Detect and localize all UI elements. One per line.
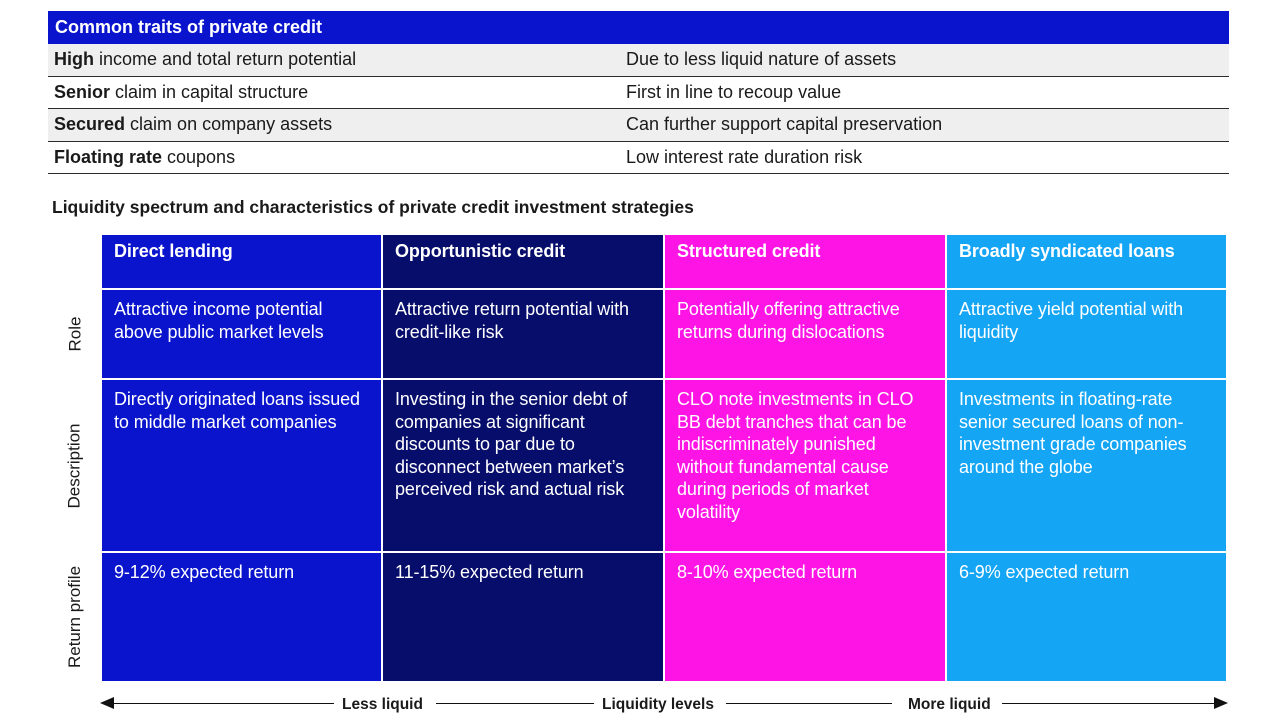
trait-detail: Low interest rate duration risk [626, 146, 863, 167]
trait-label [48, 114, 626, 135]
traits-table [48, 11, 1229, 174]
trait-detail: Due to less liquid nature of assets [626, 49, 897, 70]
trait-label-bold: Senior [54, 81, 111, 102]
cell-opportunistic-credit-description: Investing in the senior debt of companies at significant discounts to par due to disconnect between market’s perceived risk and actual risk [383, 380, 663, 551]
trait-row [48, 77, 1229, 110]
cell-opportunistic-credit-role: Attractive return potential with credit-like risk [383, 290, 663, 378]
trait-row [48, 44, 1229, 77]
spectrum-title: Liquidity spectrum and characteristics of private credit investment strategies [52, 197, 694, 217]
liquidity-axis [100, 690, 1228, 720]
arrow-right-icon [1214, 695, 1228, 711]
trait-label-rest: claim in capital structure [110, 81, 309, 102]
row-label-description-text: Description [65, 422, 85, 509]
column-header-broadly-syndicated-loans: Broadly syndicated loans [947, 235, 1226, 288]
column-header-opportunistic-credit: Opportunistic credit [383, 235, 663, 288]
trait-detail: First in line to recoup value [626, 81, 842, 102]
trait-label [48, 82, 626, 103]
traits-header: Common traits of private credit [48, 11, 1229, 44]
trait-label-rest: income and total return potential [94, 49, 357, 70]
axis-label-liquidity-levels: Liquidity levels [602, 696, 714, 713]
trait-row [48, 109, 1229, 142]
column-header-direct-lending: Direct lending [102, 235, 381, 288]
axis-label-more-liquid: More liquid [908, 696, 991, 713]
trait-label-rest: coupons [162, 146, 236, 167]
axis-line-segment [726, 703, 892, 704]
trait-label-bold: High [54, 49, 94, 70]
column-header-structured-credit: Structured credit [665, 235, 945, 288]
trait-detail: Can further support capital preservation [626, 114, 943, 135]
trait-label-bold: Floating rate [54, 146, 163, 167]
trait-label-rest: claim on company assets [125, 114, 333, 135]
axis-line-segment [1002, 703, 1218, 704]
cell-broadly-syndicated-loans-role: Attractive yield potential with liquidity [947, 290, 1226, 378]
cell-direct-lending-return: 9-12% expected return [102, 553, 381, 681]
cell-broadly-syndicated-loans-return: 6-9% expected return [947, 553, 1226, 681]
axis-line-segment [436, 703, 594, 704]
row-label-description [63, 380, 87, 551]
axis-line-segment [110, 703, 334, 704]
trait-label-bold: Secured [54, 114, 126, 135]
cell-structured-credit-role: Potentially offering attractive returns during dislocations [665, 290, 945, 378]
axis-label-less-liquid: Less liquid [342, 696, 423, 713]
row-label-role [63, 290, 87, 378]
trait-row [48, 142, 1229, 175]
trait-label [48, 49, 626, 70]
row-label-return-profile-text: Return profile [65, 565, 84, 669]
cell-structured-credit-return: 8-10% expected return [665, 553, 945, 681]
cell-broadly-syndicated-loans-description: Investments in floating-rate senior secured loans of non-investment grade companies around the globe [947, 380, 1226, 551]
cell-structured-credit-description: CLO note investments in CLO BB debt tranches that can be indiscriminately punished without fundamental cause during periods of market volatility [665, 380, 945, 551]
cell-direct-lending-role: Attractive income potential above public market levels [102, 290, 381, 378]
row-label-role-text: Role [65, 316, 84, 352]
trait-label [48, 147, 626, 168]
cell-opportunistic-credit-return: 11-15% expected return [383, 553, 663, 681]
row-label-return-profile [63, 553, 87, 681]
cell-direct-lending-description: Directly originated loans issued to middle market companies [102, 380, 381, 551]
